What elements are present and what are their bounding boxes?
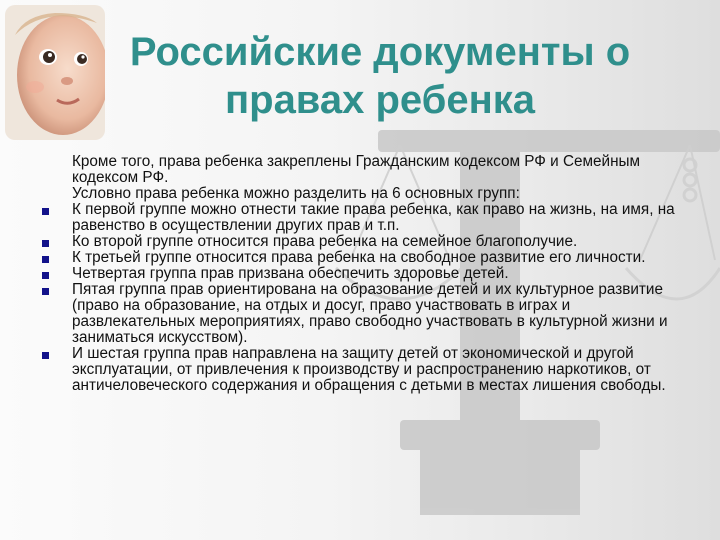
intro-paragraph bbox=[40, 186, 680, 202]
square-bullet-icon bbox=[42, 352, 49, 359]
square-bullet-icon bbox=[42, 240, 49, 247]
square-bullet-icon bbox=[42, 208, 49, 215]
square-bullet-icon bbox=[42, 272, 49, 279]
list-item bbox=[40, 266, 680, 282]
slide-title-line-1: Российские документы о bbox=[129, 30, 631, 74]
list-item-text: Ко второй группе относится права ребенка на семейное благополучие. bbox=[72, 233, 578, 250]
list-item bbox=[40, 346, 680, 394]
list-item-text: Четвертая группа прав призвана обеспечить здоровье детей. bbox=[72, 265, 509, 282]
slide-title-line-2: правах ребенка bbox=[224, 78, 536, 122]
slide-title bbox=[120, 28, 640, 124]
square-bullet-icon bbox=[42, 256, 49, 263]
list-item-text: И шестая группа прав направлена на защиту детей от экономической и другой эксплуатации, от привлечения к производству и распространению наркотиков, от античеловеческого содержания и обращения с детьми в местах лишения свободы. bbox=[72, 345, 666, 394]
slide-body bbox=[40, 154, 680, 394]
list-item bbox=[40, 282, 680, 346]
baby-photo bbox=[5, 5, 105, 140]
list-item-text: Пятая группа прав ориентирована на образование детей и их культурное развитие (право на образование, на отдых и досуг, право участвовать в играх и развлекательных мероприятиях, право свободно участвовать в культурной жизни и заниматься искусством). bbox=[72, 281, 668, 346]
square-bullet-icon bbox=[42, 288, 49, 295]
intro-text: Условно права ребенка можно разделить на 6 основных групп: bbox=[72, 185, 520, 202]
list-item bbox=[40, 202, 680, 234]
intro-text: Кроме того, права ребенка закреплены Гражданским кодексом РФ и Семейным кодексом РФ. bbox=[72, 153, 641, 186]
list-item-text: К третьей группе относится права ребенка на свободное развитие его личности. bbox=[72, 249, 646, 266]
list-item bbox=[40, 250, 680, 266]
list-item-text: К первой группе можно отнести такие права ребенка, как право на жизнь, на имя, на равенство в осуществлении других прав и т.п. bbox=[72, 201, 675, 234]
list-item bbox=[40, 234, 680, 250]
intro-paragraph bbox=[40, 154, 680, 186]
